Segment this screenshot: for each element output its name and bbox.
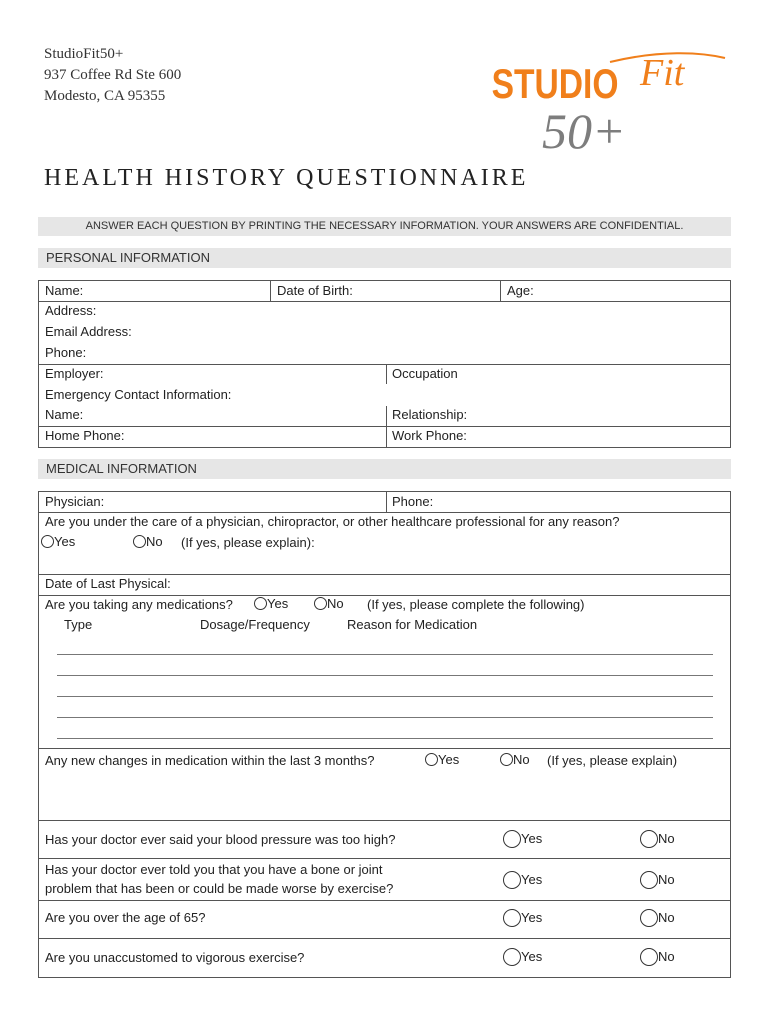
meds-yes-option[interactable] bbox=[254, 596, 288, 611]
col-type: Type bbox=[64, 617, 93, 632]
medication-write-line[interactable] bbox=[57, 738, 713, 739]
work-phone-field[interactable]: Work Phone: bbox=[392, 428, 467, 443]
meds-complete-label: (If yes, please complete the following) bbox=[367, 597, 585, 612]
logo-fit-text: Fit bbox=[640, 52, 685, 94]
vigorous-yes-label: Yes bbox=[521, 949, 543, 964]
meds-no-option[interactable] bbox=[314, 596, 344, 611]
changes-no-radio[interactable] bbox=[500, 753, 513, 766]
bp-yes-option[interactable] bbox=[503, 830, 542, 848]
care-question: Are you under the care of a physician, chiropractor, or other healthcare professional for any reason? bbox=[45, 514, 620, 529]
personal-info-heading: PERSONAL INFORMATION bbox=[38, 248, 731, 268]
medication-write-line[interactable] bbox=[57, 717, 713, 718]
meds-yes-label: Yes bbox=[267, 596, 289, 611]
over65-yes-label: Yes bbox=[521, 910, 543, 925]
care-yes-radio[interactable] bbox=[41, 535, 54, 548]
confidential-notice: ANSWER EACH QUESTION BY PRINTING THE NECESSARY INFORMATION. YOUR ANSWERS ARE CONFIDENTIAL. bbox=[38, 217, 731, 236]
email-field[interactable]: Email Address: bbox=[45, 324, 132, 339]
bone-yes-radio[interactable] bbox=[503, 871, 521, 889]
medication-write-line[interactable] bbox=[57, 696, 713, 697]
care-explain-label: (If yes, please explain): bbox=[181, 535, 315, 550]
occupation-field[interactable]: Occupation bbox=[392, 366, 458, 381]
meds-yes-radio[interactable] bbox=[254, 597, 267, 610]
bone-joint-question-line2: problem that has been or could be made worse by exercise? bbox=[45, 881, 394, 896]
bone-yes-label: Yes bbox=[521, 872, 543, 887]
bp-no-label: No bbox=[658, 831, 675, 846]
care-no-label: No bbox=[146, 534, 163, 549]
logo-studio-text: STUDIO bbox=[491, 61, 619, 108]
org-name: StudioFit50+ bbox=[44, 46, 124, 62]
physician-phone-field[interactable]: Phone: bbox=[392, 494, 434, 509]
blood-pressure-question: Has your doctor ever said your blood pressure was too high? bbox=[45, 832, 396, 847]
changes-yes-option[interactable] bbox=[425, 752, 459, 767]
changes-explain-label: (If yes, please explain) bbox=[547, 753, 678, 768]
over65-no-label: No bbox=[658, 910, 675, 925]
vigorous-no-radio[interactable] bbox=[640, 948, 658, 966]
bone-no-option[interactable] bbox=[640, 871, 675, 889]
over65-no-radio[interactable] bbox=[640, 909, 658, 927]
emergency-name-field[interactable]: Name: bbox=[45, 407, 84, 422]
meds-no-radio[interactable] bbox=[314, 597, 327, 610]
page-title: HEALTH HISTORY QUESTIONNAIRE bbox=[44, 165, 529, 191]
bone-no-label: No bbox=[658, 872, 675, 887]
vigorous-no-option[interactable] bbox=[640, 948, 675, 966]
emergency-contact-label: Emergency Contact Information: bbox=[45, 387, 232, 402]
changes-no-label: No bbox=[513, 752, 530, 767]
medical-info-heading: MEDICAL INFORMATION bbox=[38, 459, 731, 479]
bone-no-radio[interactable] bbox=[640, 871, 658, 889]
med-changes-question: Any new changes in medication within the last 3 months? bbox=[45, 753, 375, 768]
vigorous-exercise-question: Are you unaccustomed to vigorous exercise? bbox=[45, 950, 305, 965]
phone-field[interactable]: Phone: bbox=[45, 345, 87, 360]
bone-yes-option[interactable] bbox=[503, 871, 542, 889]
employer-field[interactable]: Employer: bbox=[45, 366, 104, 381]
care-yes-label: Yes bbox=[54, 534, 76, 549]
age-field[interactable]: Age: bbox=[507, 283, 534, 298]
home-phone-field[interactable]: Home Phone: bbox=[45, 428, 125, 443]
name-field[interactable]: Name: bbox=[45, 283, 84, 298]
studiofit-logo bbox=[490, 40, 730, 155]
bp-yes-label: Yes bbox=[521, 831, 543, 846]
care-no-radio[interactable] bbox=[133, 535, 146, 548]
meds-no-label: No bbox=[327, 596, 344, 611]
vigorous-no-label: No bbox=[658, 949, 675, 964]
changes-yes-radio[interactable] bbox=[425, 753, 438, 766]
over-65-question: Are you over the age of 65? bbox=[45, 910, 206, 925]
over65-yes-option[interactable] bbox=[503, 909, 542, 927]
over65-no-option[interactable] bbox=[640, 909, 675, 927]
physician-field[interactable]: Physician: bbox=[45, 494, 105, 509]
bp-no-radio[interactable] bbox=[640, 830, 658, 848]
meds-question: Are you taking any medications? bbox=[45, 597, 233, 612]
medication-write-line[interactable] bbox=[57, 675, 713, 676]
address-line-2: Modesto, CA 95355 bbox=[44, 88, 166, 104]
bp-yes-radio[interactable] bbox=[503, 830, 521, 848]
care-yes-option[interactable] bbox=[41, 534, 75, 549]
dob-field[interactable]: Date of Birth: bbox=[277, 283, 353, 298]
vigorous-yes-radio[interactable] bbox=[503, 948, 521, 966]
col-reason: Reason for Medication bbox=[347, 617, 478, 632]
last-physical-field[interactable]: Date of Last Physical: bbox=[45, 576, 171, 591]
organization-address bbox=[44, 44, 181, 107]
changes-no-option[interactable] bbox=[500, 752, 530, 767]
medical-info-table bbox=[38, 491, 731, 978]
logo-50-text: 50+ bbox=[542, 103, 626, 155]
address-field[interactable]: Address: bbox=[45, 303, 97, 318]
relationship-field[interactable]: Relationship: bbox=[392, 407, 468, 422]
bp-no-option[interactable] bbox=[640, 830, 675, 848]
medication-write-line[interactable] bbox=[57, 654, 713, 655]
vigorous-yes-option[interactable] bbox=[503, 948, 542, 966]
changes-yes-label: Yes bbox=[438, 752, 460, 767]
col-dosage: Dosage/Frequency bbox=[200, 617, 310, 632]
over65-yes-radio[interactable] bbox=[503, 909, 521, 927]
care-no-option[interactable] bbox=[133, 534, 163, 549]
address-line-1: 937 Coffee Rd Ste 600 bbox=[44, 67, 182, 83]
bone-joint-question-line1: Has your doctor ever told you that you have a bone or joint bbox=[45, 862, 383, 877]
